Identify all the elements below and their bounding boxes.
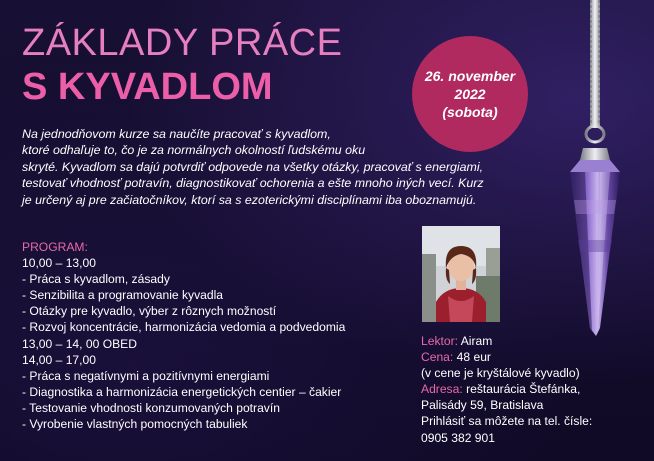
- date-weekday: (sobota): [442, 104, 498, 120]
- cena-value: 48 eur: [456, 350, 491, 365]
- registration-text: Prihlásiť sa môžete na tel. čísle:: [421, 414, 593, 429]
- lecturer-portrait-icon: [422, 226, 500, 322]
- adresa-label: Adresa:: [421, 382, 463, 397]
- program-time-block-2: 14,00 – 17,00: [22, 352, 96, 367]
- course-info: [421, 333, 641, 446]
- lektor-label: Lektor:: [421, 334, 458, 348]
- adresa-row: [421, 381, 641, 397]
- lektor-value: Airam: [460, 334, 493, 348]
- title-line-2: S KYVADLOM: [22, 66, 273, 108]
- program-item: - Testovanie vhodnosti konzumovaných potravín: [22, 400, 280, 415]
- intro-line: testovať vhodnosť potravín, diagnostikovať ochorenia a ešte mnoho iných vecí. Kurz: [22, 176, 484, 191]
- intro-line: skryté. Kyvadlom sa dajú potvrdiť odpovede na všetky otázky, pracovať s energiami,: [22, 159, 484, 174]
- cena-note: (v cene je kryštálové kyvadlo): [421, 366, 580, 381]
- intro-line: je určený aj pre začiatočníkov, ktorí sa s ezoterickými disciplínami iba oboznamujú.: [22, 192, 477, 207]
- program-section: [22, 239, 422, 432]
- phone-number[interactable]: 0905 382 901: [421, 430, 495, 445]
- date-day-month: 26. november: [424, 68, 516, 84]
- program-item: - Práca s kyvadlom, zásady: [22, 272, 170, 287]
- intro-text: [22, 126, 542, 208]
- lecturer-photo: [422, 226, 500, 322]
- cena-row: [421, 349, 641, 365]
- adresa-line-2: Palisády 59, Bratislava: [421, 398, 544, 413]
- program-time-block-1: 10,00 – 13,00: [22, 256, 96, 271]
- program-item: - Senzibilita a programovanie kyvadla: [22, 288, 223, 303]
- date-year: 2022: [454, 86, 486, 102]
- intro-line: ktoré odhaľuje to, čo je za normálnych okolností ľudskému oku: [22, 143, 366, 158]
- intro-line: Na jednodňovom kurze sa naučíte pracovať s kyvadlom,: [22, 127, 331, 141]
- program-item: - Vyrobenie vlastných pomocných tabuliek: [22, 417, 248, 432]
- program-item: - Otázky pre kyvadlo, výber z rôznych možností: [22, 304, 277, 319]
- program-item: - Rozvoj koncentrácie, harmonizácia vedomia a podvedomia: [22, 320, 346, 335]
- cena-label: Cena:: [421, 350, 454, 365]
- program-heading: PROGRAM:: [22, 240, 88, 254]
- title-line-1: ZÁKLADY PRÁCE: [22, 22, 343, 64]
- program-item: - Práca s negatívnymi a pozitívnymi energiami: [22, 368, 270, 383]
- program-lunch: 13,00 – 14, 00 OBED: [22, 336, 137, 351]
- amethyst-pendulum-icon: [540, 0, 654, 340]
- poster-title: [22, 24, 342, 106]
- program-item: - Diagnostika a harmonizácia energetických centier – čakier: [22, 384, 342, 399]
- adresa-value: reštaurácia Štefánka,: [466, 382, 581, 397]
